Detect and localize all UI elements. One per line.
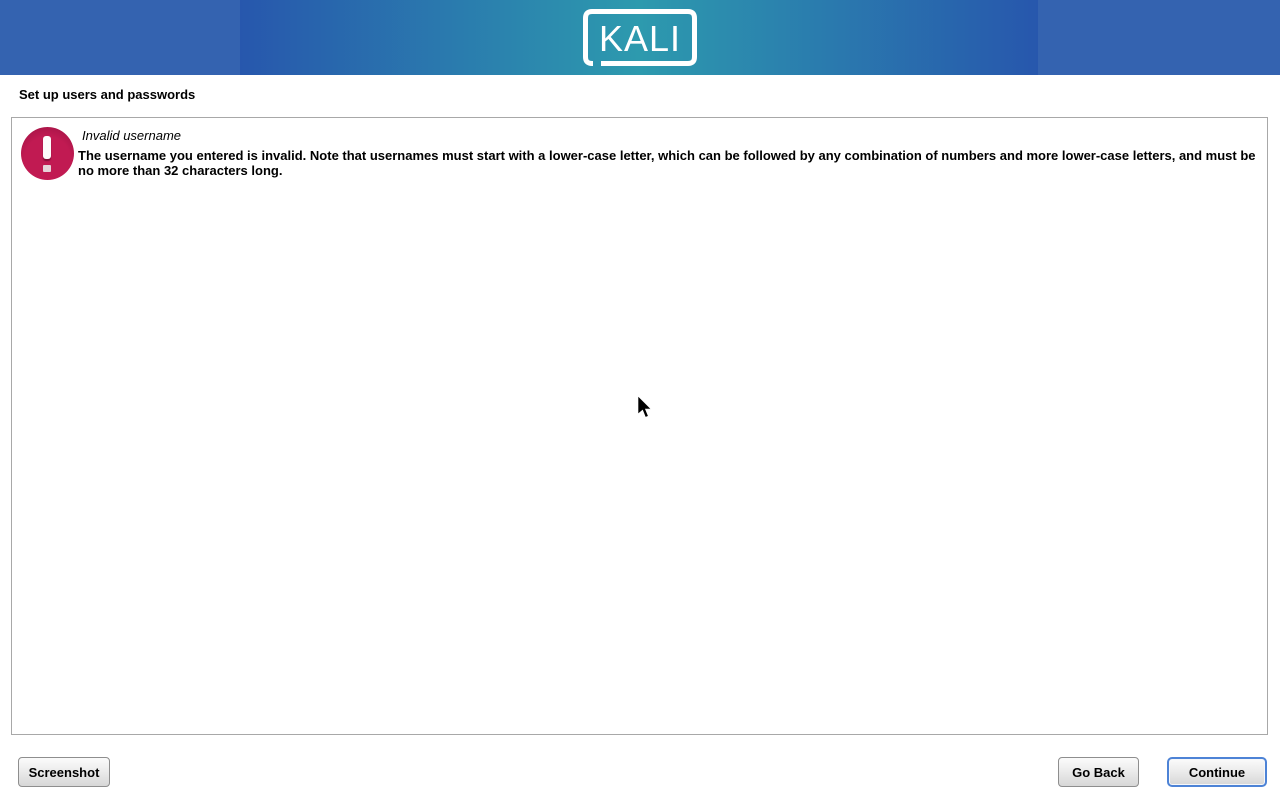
kali-logo (583, 9, 697, 66)
kali-logo-text: KALI (598, 18, 682, 59)
error-title: Invalid username (82, 128, 181, 143)
error-exclamation-icon (21, 127, 74, 180)
banner (0, 0, 1280, 75)
continue-button[interactable]: Continue (1167, 757, 1267, 787)
exclamation-dot (43, 165, 51, 172)
go-back-button[interactable]: Go Back (1058, 757, 1139, 787)
error-message: The username you entered is invalid. Note that usernames must start with a lower-case letter, which can be followed by any combination of numbers and more lower-case letters, and must be no more than 32 characters long. (78, 148, 1256, 178)
page-title: Set up users and passwords (19, 87, 196, 102)
error-panel (11, 117, 1268, 735)
exclamation-bar (43, 136, 51, 159)
screenshot-button[interactable]: Screenshot (18, 757, 110, 787)
